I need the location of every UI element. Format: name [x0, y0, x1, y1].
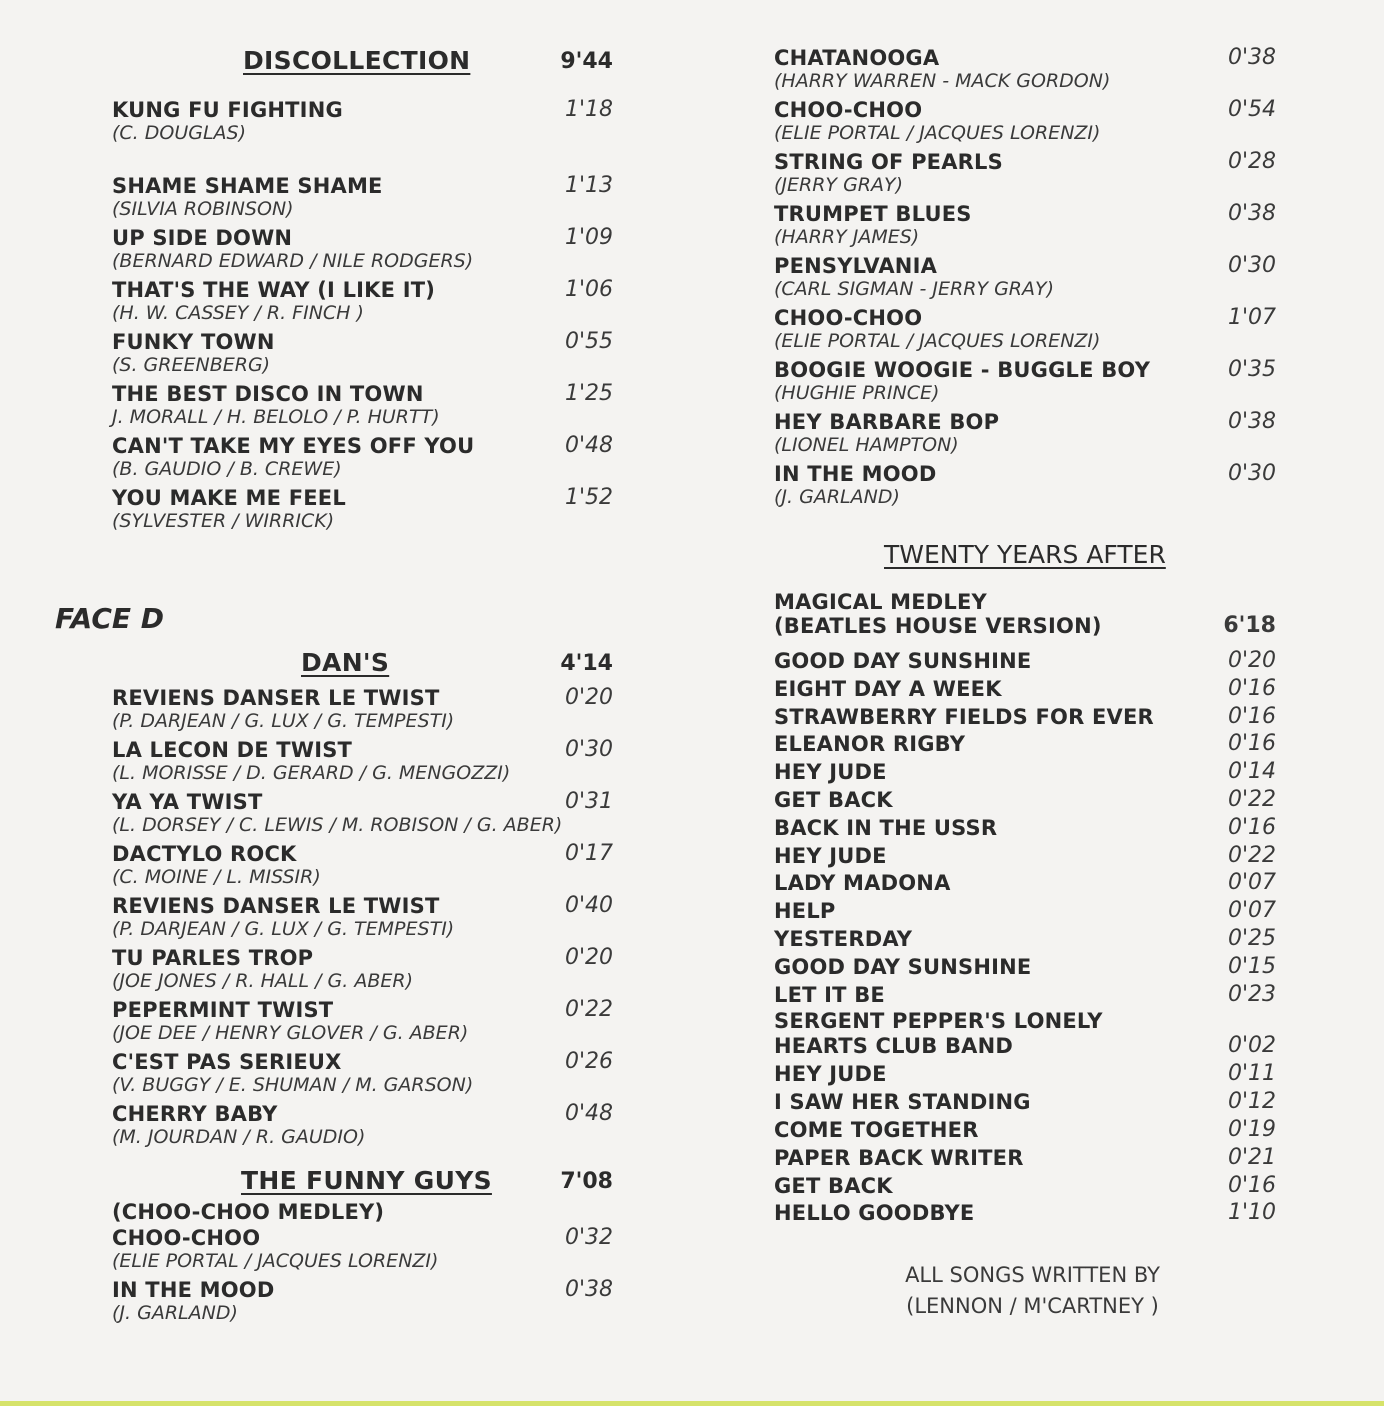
list-item [774, 731, 1280, 759]
track-credit: (C. MOINE / L. MISSIR) [112, 866, 321, 888]
track [774, 46, 1280, 92]
track-credit: (H. W. CASSEY / R. FINCH ) [112, 302, 364, 324]
track-duration: 0'17 [564, 841, 613, 866]
track-title: CHOO-CHOO [112, 1226, 261, 1250]
song-title: BACK IN THE USSR [774, 815, 998, 840]
song-duration: 0'25 [1227, 925, 1276, 951]
track-duration: 0'32 [564, 1225, 613, 1250]
track [112, 486, 617, 532]
track-duration: 0'38 [1227, 201, 1276, 226]
track [112, 1200, 617, 1224]
track-title: CHOO-CHOO [774, 98, 923, 122]
list-item [774, 1117, 1280, 1145]
list-item [774, 843, 1280, 871]
section-header [112, 46, 617, 78]
song-duration: 0'16 [1227, 1172, 1276, 1198]
song-title: HEY JUDE [774, 843, 887, 868]
song-duration: 0'14 [1227, 759, 1276, 785]
track [774, 410, 1280, 456]
track-duration: 0'26 [564, 1049, 613, 1074]
medley-subtitle: (BEATLES HOUSE VERSION) [774, 614, 1102, 638]
track-duration: 0'38 [1227, 45, 1276, 70]
track-credit: (S. GREENBERG) [112, 354, 271, 376]
songwriter-note-line2: (LENNON / M'CARTNEY ) [906, 1294, 1159, 1318]
track [112, 98, 617, 144]
track-duration: 1'06 [564, 277, 613, 302]
track-credit: (L. MORISSE / D. GERARD / G. MENGOZZI) [112, 762, 511, 784]
song-title: SERGENT PEPPER'S LONELY [774, 1009, 1103, 1034]
song-title: I SAW HER STANDING [774, 1090, 1031, 1115]
medley-subtitle: (CHOO-CHOO MEDLEY) [112, 1200, 385, 1224]
track-duration: 0'55 [564, 329, 613, 354]
track-title: FUNKY TOWN [112, 330, 275, 354]
list-item [774, 759, 1280, 787]
list-item [774, 870, 1280, 898]
track-duration: 0'30 [1227, 253, 1276, 278]
track-title: KUNG FU FIGHTING [112, 98, 343, 122]
section-title: THE FUNNY GUYS [241, 1166, 492, 1195]
list-item [774, 704, 1280, 732]
list-item [774, 1089, 1280, 1117]
track-credit: (SYLVESTER / WIRRICK) [112, 510, 335, 532]
song-duration: 0'20 [1227, 648, 1276, 673]
song-duration: 0'16 [1227, 814, 1276, 840]
track-duration: 1'09 [564, 225, 613, 250]
track [774, 462, 1280, 508]
track-title: THAT'S THE WAY (I LIKE IT) [112, 278, 436, 302]
track-credit: (J. GARLAND) [112, 1302, 238, 1324]
track [774, 254, 1280, 300]
section-title: DISCOLLECTION [243, 46, 471, 75]
track [112, 790, 617, 836]
track-credit: (ELIE PORTAL / JACQUES LORENZI) [774, 330, 1101, 352]
track [774, 306, 1280, 352]
song-title: GOOD DAY SUNSHINE [774, 649, 1032, 673]
songwriter-note-line1: ALL SONGS WRITTEN BY [905, 1263, 1160, 1287]
track-credit: (ELIE PORTAL / JACQUES LORENZI) [112, 1250, 439, 1272]
track-title: CHATANOOGA [774, 46, 940, 70]
song-title: LET IT BE [774, 982, 885, 1007]
song-title-line2: HEARTS CLUB BAND [774, 1034, 1014, 1059]
track [112, 998, 617, 1044]
track-duration: 0'38 [1227, 409, 1276, 434]
song-duration: 0'12 [1227, 1089, 1276, 1115]
track-duration: 1'07 [1227, 305, 1276, 330]
track-title: PENSYLVANIA [774, 254, 938, 278]
track-title: REVIENS DANSER LE TWIST [112, 894, 440, 918]
track-duration: 0'48 [564, 433, 613, 458]
song-duration: 0'22 [1227, 842, 1276, 868]
track-credit: (HARRY WARREN - MACK GORDON) [774, 70, 1111, 92]
song-title: HELP [774, 899, 836, 924]
track-credit: J. MORALL / H. BELOLO / P. HURTT) [112, 406, 440, 428]
track-credit: (B. GAUDIO / B. CREWE) [112, 458, 342, 480]
track-title: LA LECON DE TWIST [112, 738, 353, 762]
track [774, 98, 1280, 144]
section-title: TWENTY YEARS AFTER [884, 540, 1166, 569]
song-title: HEY JUDE [774, 1062, 887, 1087]
right-column [774, 46, 1280, 508]
section-header [112, 1166, 617, 1198]
song-title: GOOD DAY SUNSHINE [774, 954, 1032, 979]
track-title: SHAME SHAME SHAME [112, 174, 383, 198]
song-duration: 0'22 [1227, 786, 1276, 812]
left-column-lower [112, 648, 617, 1324]
track-credit: (V. BUGGY / E. SHUMAN / M. GARSON) [112, 1074, 474, 1096]
track-title: CHERRY BABY [112, 1102, 278, 1126]
song-title: ELEANOR RIGBY [774, 732, 966, 757]
left-column [112, 46, 617, 532]
track [112, 1226, 617, 1272]
track-title: HEY BARBARE BOP [774, 410, 1000, 434]
track-credit: (P. DARJEAN / G. LUX / G. TEMPESTI) [112, 918, 455, 940]
track-credit: (J. GARLAND) [774, 486, 900, 508]
track-credit: (C. DOUGLAS) [112, 122, 247, 144]
song-duration: 0'21 [1227, 1144, 1276, 1170]
section-duration: 7'08 [560, 1169, 613, 1194]
track-credit: (ELIE PORTAL / JACQUES LORENZI) [774, 122, 1101, 144]
track-duration: 0'20 [564, 685, 613, 710]
track-duration: 0'48 [564, 1101, 613, 1126]
track-duration: 0'38 [564, 1277, 613, 1302]
section-header [112, 648, 617, 680]
track-title: TU PARLES TROP [112, 946, 314, 970]
track [112, 842, 617, 888]
track [112, 382, 617, 428]
track [112, 434, 617, 480]
track [112, 946, 617, 992]
song-duration: 0'16 [1227, 703, 1276, 729]
track-credit: (CARL SIGMAN - JERRY GRAY) [774, 278, 1055, 300]
song-duration: 0'16 [1227, 731, 1276, 757]
list-item [774, 787, 1280, 815]
list-item [774, 815, 1280, 843]
track [112, 738, 617, 784]
track-title: YOU MAKE ME FEEL [112, 486, 346, 510]
track-credit: (BERNARD EDWARD / NILE RODGERS) [112, 250, 474, 272]
track-duration: 1'18 [564, 97, 613, 122]
song-duration: 0'15 [1227, 953, 1276, 979]
track [112, 686, 617, 732]
list-item [774, 1200, 1280, 1228]
medley-title: MAGICAL MEDLEY [774, 590, 987, 614]
song-duration: 0'19 [1227, 1116, 1276, 1142]
track-duration: 0'54 [1227, 97, 1276, 122]
song-title: LADY MADONA [774, 871, 951, 896]
list-item [774, 1173, 1280, 1201]
song-title: GET BACK [774, 787, 893, 812]
track [112, 1050, 617, 1096]
song-duration: 0'02 [1227, 1033, 1276, 1059]
track-duration: 0'20 [564, 945, 613, 970]
track [112, 174, 617, 220]
track-duration: 0'31 [564, 789, 613, 814]
track-title: PEPERMINT TWIST [112, 998, 334, 1022]
list-item [774, 982, 1280, 1010]
track [774, 150, 1280, 196]
song-duration: 0'07 [1227, 870, 1276, 896]
song-title: STRAWBERRY FIELDS FOR EVER [774, 704, 1154, 729]
song-title: HELLO GOODBYE [774, 1201, 975, 1226]
song-duration: 0'11 [1227, 1061, 1276, 1087]
track-title: REVIENS DANSER LE TWIST [112, 686, 440, 710]
track [774, 202, 1280, 248]
track-credit: (HARRY JAMES) [774, 226, 920, 248]
song-title: GET BACK [774, 1173, 893, 1198]
list-item [774, 898, 1280, 926]
track-title: DACTYLO ROCK [112, 842, 297, 866]
section-duration: 4'14 [560, 651, 613, 676]
track-title: BOOGIE WOOGIE - BUGGLE BOY [774, 358, 1151, 382]
song-title: COME TOGETHER [774, 1117, 979, 1142]
list-item [774, 954, 1280, 982]
list-item [774, 648, 1280, 676]
track-title: CHOO-CHOO [774, 306, 923, 330]
track-title: STRING OF PEARLS [774, 150, 1003, 174]
song-title: HEY JUDE [774, 760, 887, 785]
track-credit: (JOE JONES / R. HALL / G. ABER) [112, 970, 414, 992]
track [112, 226, 617, 272]
medley-header [774, 590, 1280, 644]
track-credit: (JOE DEE / HENRY GLOVER / G. ABER) [112, 1022, 469, 1044]
song-title: YESTERDAY [774, 926, 913, 951]
song-duration: 0'07 [1227, 898, 1276, 924]
track-duration: 0'22 [564, 997, 613, 1022]
list-item [774, 926, 1280, 954]
track [112, 1278, 617, 1324]
track-title: THE BEST DISCO IN TOWN [112, 382, 424, 406]
medley-duration: 6'18 [1223, 613, 1276, 638]
track [112, 278, 617, 324]
song-duration: 0'23 [1227, 981, 1276, 1007]
list-item [774, 676, 1280, 704]
track [774, 358, 1280, 404]
face-label: FACE D [55, 602, 164, 635]
track [112, 1102, 617, 1148]
track-duration: 1'13 [564, 173, 613, 198]
song-title: EIGHT DAY A WEEK [774, 676, 1002, 701]
track-title: IN THE MOOD [112, 1278, 275, 1302]
track-duration: 0'30 [564, 737, 613, 762]
track-duration: 0'35 [1227, 357, 1276, 382]
section-duration: 9'44 [560, 49, 613, 74]
track [112, 330, 617, 376]
track [112, 894, 617, 940]
track-duration: 1'52 [564, 485, 613, 510]
track-duration: 0'30 [1227, 461, 1276, 486]
songwriter-note [860, 1260, 1205, 1322]
track-duration: 0'40 [564, 893, 613, 918]
track-title: IN THE MOOD [774, 462, 937, 486]
track-credit: (LIONEL HAMPTON) [774, 434, 959, 456]
track-credit: (P. DARJEAN / G. LUX / G. TEMPESTI) [112, 710, 455, 732]
song-duration: 1'10 [1227, 1200, 1276, 1226]
track-credit: (L. DORSEY / C. LEWIS / M. ROBISON / G. ABER) [112, 814, 563, 836]
song-title: PAPER BACK WRITER [774, 1145, 1024, 1170]
track-credit: (SILVIA ROBINSON) [112, 198, 294, 220]
track-credit: (HUGHIE PRINCE) [774, 382, 940, 404]
track-duration: 0'28 [1227, 149, 1276, 174]
track-title: CAN'T TAKE MY EYES OFF YOU [112, 434, 475, 458]
section-title: DAN'S [301, 648, 390, 677]
track-title: TRUMPET BLUES [774, 202, 972, 226]
beatles-medley [774, 590, 1280, 1228]
list-item [774, 1061, 1280, 1089]
track-title: UP SIDE DOWN [112, 226, 293, 250]
track-credit: (JERRY GRAY) [774, 174, 904, 196]
page-edge [0, 1401, 1384, 1406]
list-item [774, 1145, 1280, 1173]
track-credit: (M. JOURDAN / R. GAUDIO) [112, 1126, 366, 1148]
track-duration: 1'25 [564, 381, 613, 406]
list-item [774, 1009, 1280, 1061]
song-duration: 0'16 [1227, 675, 1276, 701]
track-title: YA YA TWIST [112, 790, 263, 814]
track-title: C'EST PAS SERIEUX [112, 1050, 342, 1074]
